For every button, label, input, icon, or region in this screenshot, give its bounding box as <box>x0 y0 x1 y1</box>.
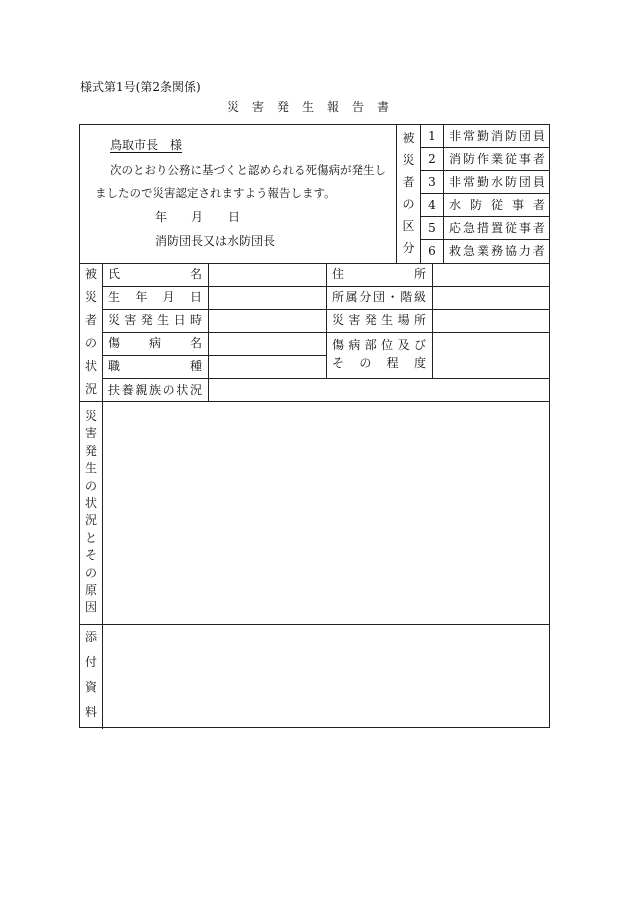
field-label-injury-site-line-1: 傷 病 部 位 及 び <box>332 338 426 352</box>
victim-category-label: 被 災 者 の 区 分 <box>402 131 415 255</box>
category-option: 非 常 勤 水 防 団 員 <box>449 175 545 189</box>
field-label-birthdate: 生 年 月 日 <box>108 290 202 304</box>
category-option: 応 急 措 置 従 事 者 <box>449 221 545 235</box>
date-month-label: 月 <box>191 210 204 224</box>
field-label-dependents: 扶 養 親 族 の 状 況 <box>108 383 202 397</box>
category-number: 4 <box>428 198 436 212</box>
category-option: 消 防 作 業 従 事 者 <box>449 152 545 166</box>
document-title: 災害発生報告書 <box>227 100 403 114</box>
addressee: 鳥取市長 様 <box>110 138 183 152</box>
field-label-disaster-location: 災 害 発 生 場 所 <box>332 313 426 327</box>
attachments-label: 添 付 資 料 <box>84 630 97 719</box>
field-label-injury-site-line-2: そ の 程 度 <box>332 356 426 370</box>
reporter-title: 消防団長又は水防団長 <box>155 234 276 248</box>
field-label-affiliation-rank: 所 属 分 団 ・ 階 級 <box>332 290 426 304</box>
date-year-label: 年 <box>155 210 168 224</box>
disaster-circumstances-label: 災 害 発 生 の 状 況 と そ の 原 因 <box>84 409 97 615</box>
category-option: 非 常 勤 消 防 団 員 <box>449 129 545 143</box>
category-option: 救 急 業 務 協 力 者 <box>449 244 545 258</box>
category-number: 6 <box>428 244 436 258</box>
victim-status-section-label: 被 災 者 の 状 況 <box>84 267 97 396</box>
category-number: 1 <box>428 129 436 143</box>
report-body-line-1: 次のとおり公務に基づくと認められる死傷病が発生し <box>110 163 386 177</box>
category-number: 3 <box>428 175 436 189</box>
report-body-line-2: ましたので災害認定されますよう報告します。 <box>95 186 336 200</box>
field-label-occupation: 職 種 <box>108 359 202 373</box>
field-label-injury-name: 傷 病 名 <box>108 336 202 350</box>
field-label-name: 氏 名 <box>108 267 202 281</box>
field-label-address: 住 所 <box>332 267 426 281</box>
date-day-label: 日 <box>228 210 241 224</box>
form-number: 様式第1号(第2条関係) <box>80 80 201 94</box>
field-label-disaster-datetime: 災 害 発 生 日 時 <box>108 313 202 327</box>
category-number: 2 <box>428 152 436 166</box>
report-form-table <box>79 124 550 728</box>
category-number: 5 <box>428 221 436 235</box>
category-option: 水 防 従 事 者 <box>449 198 545 212</box>
